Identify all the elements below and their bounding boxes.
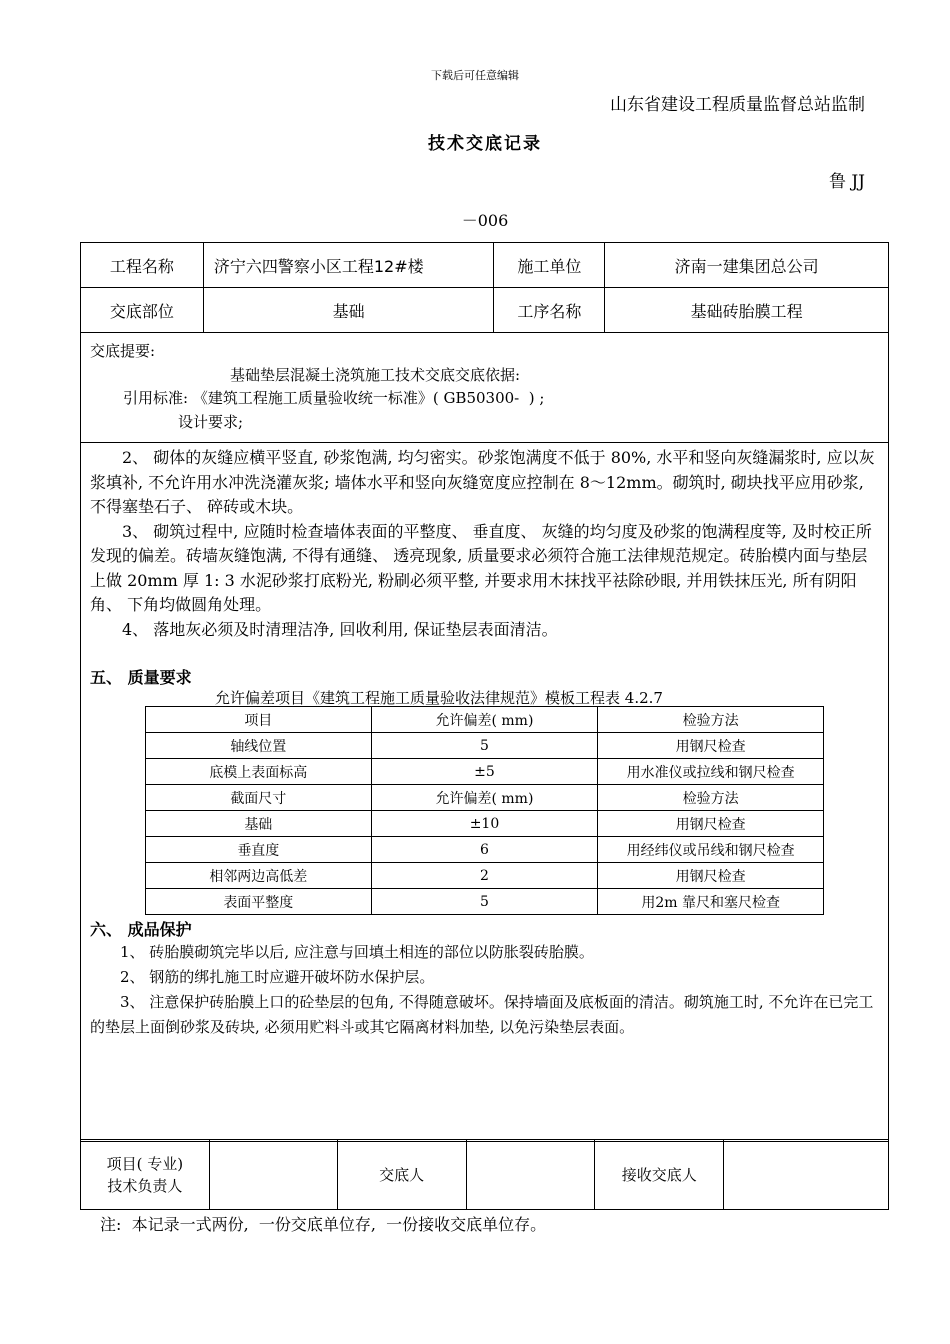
project-name-value: 济宁六四警察小区工程12#楼 bbox=[203, 243, 494, 288]
table-row bbox=[146, 733, 824, 759]
table-cell: 垂直度 bbox=[146, 837, 372, 863]
summary-design: 设计要求; bbox=[178, 413, 244, 431]
tolerance-table bbox=[145, 706, 824, 915]
table-cell: 用钢尺检查 bbox=[598, 863, 824, 889]
table-cell: 用经纬仪或吊线和钢尺检查 bbox=[598, 837, 824, 863]
table-cell: 截面尺寸 bbox=[146, 785, 372, 811]
summary-basis: 基础垫层混凝土浇筑施工技术交底交底依据: bbox=[230, 366, 521, 384]
process-label: 工序名称 bbox=[494, 288, 605, 333]
protection-item: 2、 钢筋的绑扎施工时应避开破坏防水保护层。 bbox=[120, 968, 435, 986]
signoff-table bbox=[80, 1139, 889, 1210]
presenter-signature[interactable] bbox=[466, 1140, 595, 1210]
tolerance-caption: 允许偏差项目《建筑工程施工质量验收法律规范》模板工程表 4.2.7 bbox=[215, 689, 663, 707]
form-code: 鲁 JJ bbox=[828, 172, 865, 192]
table-row bbox=[146, 889, 824, 915]
table-cell: 底模上表面标高 bbox=[146, 759, 372, 785]
table-cell: 用钢尺检查 bbox=[598, 733, 824, 759]
table-cell: 6 bbox=[371, 837, 598, 863]
presenter-label: 交底人 bbox=[337, 1140, 466, 1210]
protection-item: 3、 注意保护砖胎膜上口的砼垫层的包角, 不得随意破坏。保持墙面及底板面的清洁。砌筑施工时, 不允许在已完工的垫层上面倒砂浆及砖块, 必须用贮料斗或其它隔离材料加垫, 以免污染垫层表面。 bbox=[90, 993, 874, 1036]
table-cell: 用钢尺检查 bbox=[598, 811, 824, 837]
table-cell: 轴线位置 bbox=[146, 733, 372, 759]
tech-lead-signature[interactable] bbox=[209, 1140, 337, 1210]
divider bbox=[80, 442, 889, 443]
protection-list bbox=[90, 940, 882, 1040]
table-cell: ±5 bbox=[371, 759, 598, 785]
table-row bbox=[146, 811, 824, 837]
table-cell: 允许偏差( mm) bbox=[371, 707, 598, 733]
project-name-label: 工程名称 bbox=[81, 243, 204, 288]
table-cell: 5 bbox=[371, 733, 598, 759]
tech-lead-label bbox=[81, 1140, 210, 1210]
table-cell: 用2m 靠尺和塞尺检查 bbox=[598, 889, 824, 915]
requirement-4: 4、 落地灰必须及时清理洁净, 回收利用, 保证垫层表面清洁。 bbox=[122, 619, 558, 639]
tech-lead-label-line2: 技术负责人 bbox=[107, 1176, 183, 1195]
protection-item: 1、 砖胎膜砌筑完毕以后, 应注意与回填土相连的部位以防胀裂砖胎膜。 bbox=[120, 943, 594, 961]
contractor-label: 施工单位 bbox=[494, 243, 605, 288]
table-cell: 5 bbox=[371, 889, 598, 915]
table-cell: 项目 bbox=[146, 707, 372, 733]
receiver-signature[interactable] bbox=[724, 1140, 889, 1210]
table-row bbox=[146, 863, 824, 889]
section-quality-heading: 五、 质量要求 bbox=[90, 668, 192, 687]
summary-heading: 交底提要: bbox=[90, 342, 156, 360]
table-cell: 检验方法 bbox=[598, 785, 824, 811]
table-cell: 允许偏差( mm) bbox=[371, 785, 598, 811]
table-cell: ±10 bbox=[371, 811, 598, 837]
table-cell: 用水准仪或拉线和钢尺检查 bbox=[598, 759, 824, 785]
table-cell: 基础 bbox=[146, 811, 372, 837]
table-cell: 相邻两边高低差 bbox=[146, 863, 372, 889]
summary-standard: 引用标准: 《建筑工程施工质量验收统一标准》( GB50300- ) ; bbox=[123, 389, 545, 407]
construction-requirements bbox=[90, 446, 882, 642]
table-row bbox=[146, 785, 824, 811]
contractor-value: 济南一建集团总公司 bbox=[605, 243, 889, 288]
section-protection-heading: 六、 成品保护 bbox=[90, 920, 192, 939]
supervisor-label: 山东省建设工程质量监督总站监制 bbox=[610, 95, 865, 115]
table-row bbox=[146, 837, 824, 863]
page-title: 技术交底记录 bbox=[428, 134, 542, 154]
table-cell: 检验方法 bbox=[598, 707, 824, 733]
tech-lead-label-line1: 项目( 专业) bbox=[106, 1154, 184, 1173]
project-info-table bbox=[80, 242, 889, 333]
table-cell: 2 bbox=[371, 863, 598, 889]
part-value: 基础 bbox=[203, 288, 494, 333]
requirement-2: 2、 砌体的灰缝应横平竖直, 砂浆饱满, 均匀密实。砂浆饱满度不低于 80%, 水平和竖向灰缝漏浆时, 应以灰浆填补, 不允许用水冲洗浇灌灰浆; 墙体水平和竖向灰缝宽度应控制在 8～12mm。砌筑时, 砌块找平应用砂浆, 不得塞垫石子、 碎砖或木块。 bbox=[90, 448, 875, 516]
table-header-row bbox=[146, 707, 824, 733]
table-cell: 表面平整度 bbox=[146, 889, 372, 915]
receiver-label: 接收交底人 bbox=[595, 1140, 724, 1210]
watermark: 下载后可任意编辑 bbox=[431, 69, 519, 82]
form-number: －006 bbox=[461, 211, 509, 230]
part-label: 交底部位 bbox=[81, 288, 204, 333]
requirement-3: 3、 砌筑过程中, 应随时检查墙体表面的平整度、 垂直度、 灰缝的均匀度及砂浆的饱满程度等, 及时校正所发现的偏差。砖墙灰缝饱满, 不得有通缝、 透亮现象, 质量要求必须符合施工法律规范规定。砖胎模内面与垫层上做 20mm 厚 1: 3 水泥砂浆打底粉光, 粉刷必须平整, 并要求用木抹找平祛除砂眼, 并用铁抹压光, 所有阴阳角、 下角均做圆角处理。 bbox=[90, 521, 872, 614]
table-row bbox=[146, 759, 824, 785]
footer-note: 注: 本记录一式两份, 一份交底单位存, 一份接收交底单位存。 bbox=[100, 1215, 547, 1234]
process-value: 基础砖胎膜工程 bbox=[605, 288, 889, 333]
